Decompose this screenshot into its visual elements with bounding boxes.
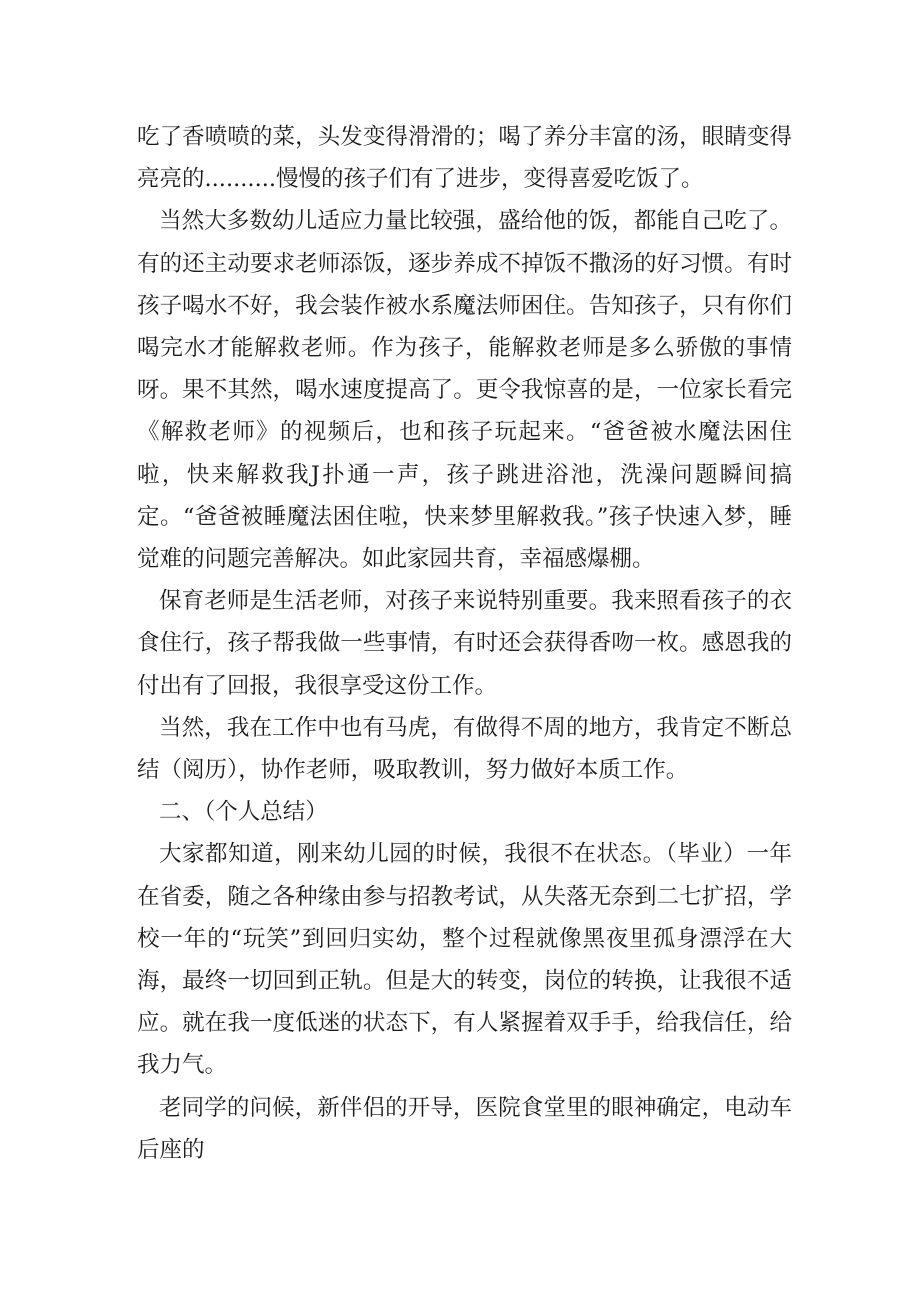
paragraph: 吃了香喷喷的菜，头发变得滑滑的；喝了养分丰富的汤，眼睛变得亮亮的..........慢慢的孩子们有了进步，变得喜爱吃饭了。	[137, 124, 792, 193]
paragraph: 保育老师是生活老师，对孩子来说特别重要。我来照看孩子的衣食住行，孩子帮我做一些事情，有时还会获得香吻一枚。感恩我的付出有了回报，我很享受这份工作。	[137, 588, 792, 699]
paragraph: 当然，我在工作中也有马虎，有做得不周的地方，我肯定不断总结（阅历），协作老师，吸取教训，努力做好本质工作。	[137, 714, 792, 784]
paragraph: 老同学的问候，新伴侣的开导，医院食堂里的眼神确定，电动车后座的	[137, 1094, 792, 1163]
paragraph: 二、（个人总结）	[159, 799, 328, 826]
paragraph: 当然大多数幼儿适应力量比较强，盛给他的饭，都能自己吃了。有的还主动要求老师添饭，逐步养成不掉饭不撒汤的好习惯。有时孩子喝水不好，我会装作被水系魔法师困住。告知孩子，只有你们喝完水才能解救老师。作为孩子，能解救老师是多么骄傲的事情呀。果不其然，喝水速度提高了。更令我惊喜的是，一位家长看完《解救老师》的视频后，也和孩子玩起来。“爸爸被水魔法困住啦，快来解救我J扑通一声，孩子跳进浴池，洗澡问题瞬间搞定。“爸爸被睡魔法困住啦，快来梦里解救我。”孩子快速入梦，睡觉难的问题完善解决。如此家园共育，幸福感爆棚。	[137, 208, 792, 573]
document-body	[137, 116, 792, 1171]
paragraph: 大家都知道，刚来幼儿园的时候，我很不在状态。（毕业）一年在省委，随之各种缘由参与招教考试，从失落无奈到二七扩招，学校一年的“玩笑”到回归实幼，整个过程就像黑夜里孤身漂浮在大海，最终一切回到正轨。但是大的转变，岗位的转换，让我很不适应。就在我一度低迷的状态下，有人紧握着双手手，给我信任，给我力气。	[137, 841, 792, 1079]
